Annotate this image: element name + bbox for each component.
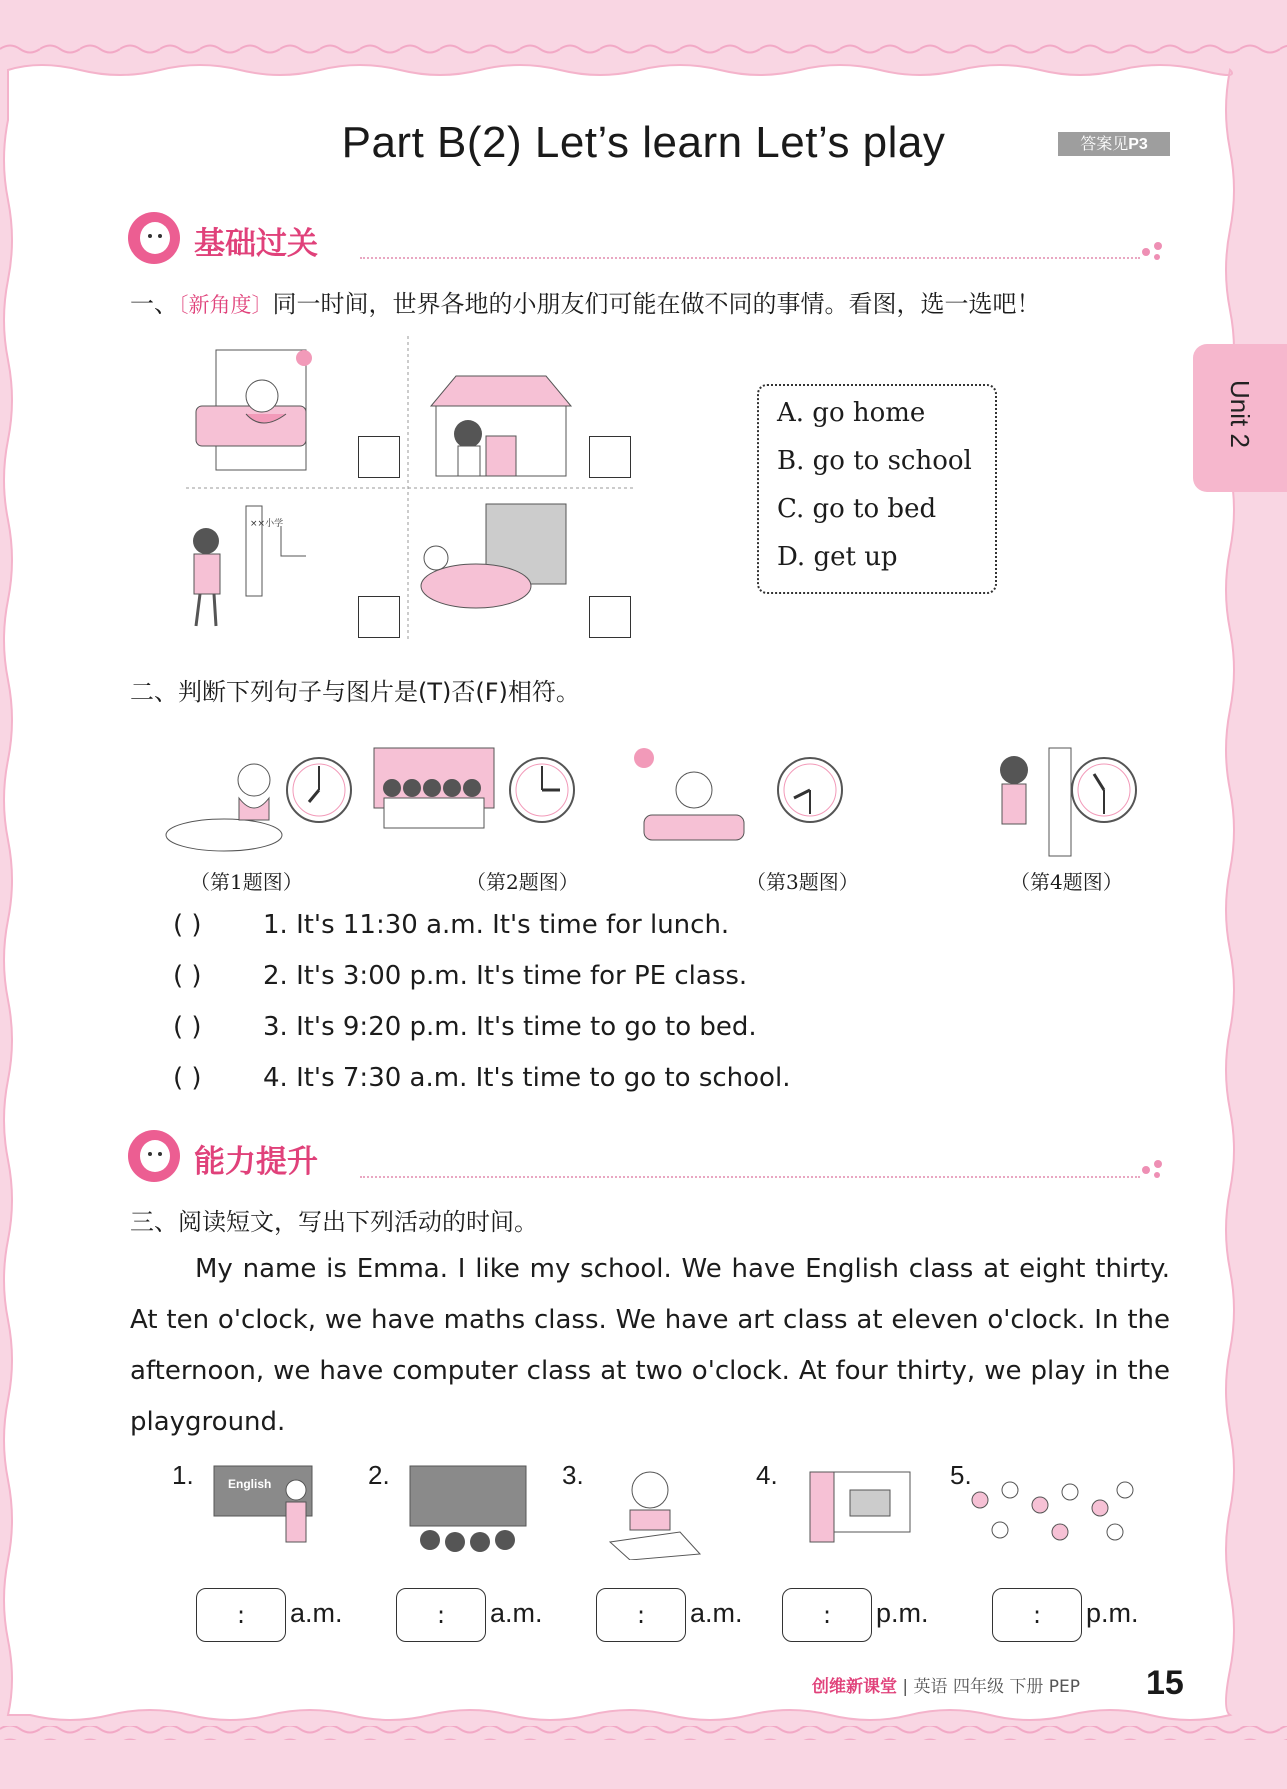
picture-go-to-bed	[421, 504, 566, 608]
item-number-1: 1.	[172, 1460, 194, 1490]
tf-blank-1[interactable]: ( )	[173, 910, 202, 940]
question-2: 二、判断下列句子与图片是(T)否(F)相符。	[130, 678, 580, 706]
section-heading-advanced	[128, 1130, 528, 1180]
time-input-4[interactable]: :	[782, 1588, 872, 1642]
item-number-4: 4.	[756, 1460, 778, 1490]
picture-english-class	[214, 1466, 312, 1542]
tf-blank-3[interactable]: ( )	[173, 1012, 202, 1042]
girl-avatar-icon	[128, 212, 180, 264]
picture-pe-class	[374, 748, 494, 828]
clock-icon	[1072, 758, 1136, 822]
picture-school-gate	[1000, 748, 1071, 856]
school-sign: ××小学	[250, 519, 284, 529]
q1-tag: 〔新角度〕	[178, 293, 273, 317]
footer-info: 英语 四年级 下册 PEP	[913, 1677, 1081, 1697]
answer-reference	[1058, 132, 1170, 156]
clock-icon	[778, 758, 842, 822]
answer-box-1[interactable]	[358, 436, 400, 478]
dots-ornament	[1142, 242, 1172, 260]
tf-text-2: 2. It's 3:00 p.m. It's time for PE class.	[263, 961, 748, 991]
option-a: A. go home	[777, 398, 926, 428]
picture-go-to-school	[193, 506, 306, 626]
item-number-5: 5.	[950, 1460, 972, 1490]
caption-3: （第3题图）	[746, 870, 859, 894]
item-number-3: 3.	[562, 1460, 584, 1490]
section-divider	[360, 257, 1140, 259]
option-b: B. go to school	[777, 446, 972, 476]
q1-options-box	[757, 384, 997, 594]
clock-icon	[287, 758, 351, 822]
unit-tab-label: Unit 2	[1225, 380, 1255, 448]
caption-2: （第2题图）	[466, 870, 579, 894]
dots-ornament	[1142, 1160, 1172, 1178]
time-input-5[interactable]: :	[992, 1588, 1082, 1642]
board-text: English	[228, 1477, 272, 1491]
picture-playground	[972, 1482, 1133, 1540]
caption-1: （第1题图）	[190, 870, 303, 894]
answer-box-3[interactable]	[358, 596, 400, 638]
option-d: D. get up	[777, 542, 898, 572]
section-heading-basic	[128, 212, 528, 262]
ampm-label-5: p.m.	[1086, 1598, 1139, 1628]
q1-number: 一、	[130, 290, 178, 318]
picture-computer-class	[810, 1472, 910, 1542]
q3-pictures	[210, 1460, 1160, 1560]
page-number: 15	[1146, 1664, 1184, 1702]
boy-avatar-icon	[128, 1130, 180, 1182]
ampm-label-2: a.m.	[490, 1598, 543, 1628]
section-title: 基础过关	[194, 226, 318, 262]
question-1	[130, 284, 1041, 319]
picture-lunch	[166, 764, 282, 851]
tf-item-2	[173, 961, 747, 991]
picture-maths-class	[410, 1466, 526, 1552]
section-divider	[360, 1176, 1140, 1178]
tf-text-3: 3. It's 9:20 p.m. It's time to go to bed.	[263, 1012, 757, 1042]
time-input-2[interactable]: :	[396, 1588, 486, 1642]
q2-pictures	[164, 740, 1144, 860]
tf-blank-4[interactable]: ( )	[173, 1063, 202, 1093]
item-number-2: 2.	[368, 1460, 390, 1490]
unit-tab	[1193, 344, 1287, 492]
tf-text-4: 4. It's 7:30 a.m. It's time to go to school.	[263, 1063, 791, 1093]
answer-box-2[interactable]	[589, 436, 631, 478]
answer-box-4[interactable]	[589, 596, 631, 638]
ampm-label-1: a.m.	[290, 1598, 343, 1628]
picture-get-up	[196, 350, 312, 470]
time-input-3[interactable]: :	[596, 1588, 686, 1642]
tf-blank-2[interactable]: ( )	[173, 961, 202, 991]
question-3: 三、阅读短文，写出下列活动的时间。	[130, 1208, 538, 1236]
picture-bedtime	[634, 748, 744, 840]
q1-text: 同一时间，世界各地的小朋友们可能在做不同的事情。看图，选一选吧！	[272, 290, 1041, 318]
tf-item-1	[173, 910, 729, 940]
ampm-label-4: p.m.	[876, 1598, 929, 1628]
tf-item-4	[173, 1063, 790, 1093]
picture-go-home	[431, 376, 571, 476]
tf-text-1: 1. It's 11:30 a.m. It's time for lunch.	[263, 910, 730, 940]
caption-4: （第4题图）	[1010, 870, 1123, 894]
footer-brand: 创维新课堂	[812, 1677, 897, 1697]
option-c: C. go to bed	[777, 494, 937, 524]
ampm-label-3: a.m.	[690, 1598, 743, 1628]
tf-item-3	[173, 1012, 757, 1042]
q1-picture-grid	[186, 336, 636, 642]
page-title: Part B(2) Let’s learn Let’s play	[341, 118, 946, 167]
answer-ref-label: 答案见	[1080, 134, 1129, 153]
answer-ref-page: P3	[1128, 136, 1148, 153]
reading-passage: My name is Emma. I like my school. We have English class at eight thirty. At ten o'clock, we have maths class. We have art class at eleven o'clock. In the afternoon, we have computer class at two o'clock. At four thirty, we play in the playground.	[130, 1254, 1170, 1437]
picture-art-class	[610, 1472, 700, 1560]
section-title: 能力提升	[194, 1144, 318, 1180]
footer	[812, 1672, 1080, 1697]
clock-icon	[510, 758, 574, 822]
footer-separator: |	[902, 1677, 909, 1697]
time-input-1[interactable]: :	[196, 1588, 286, 1642]
